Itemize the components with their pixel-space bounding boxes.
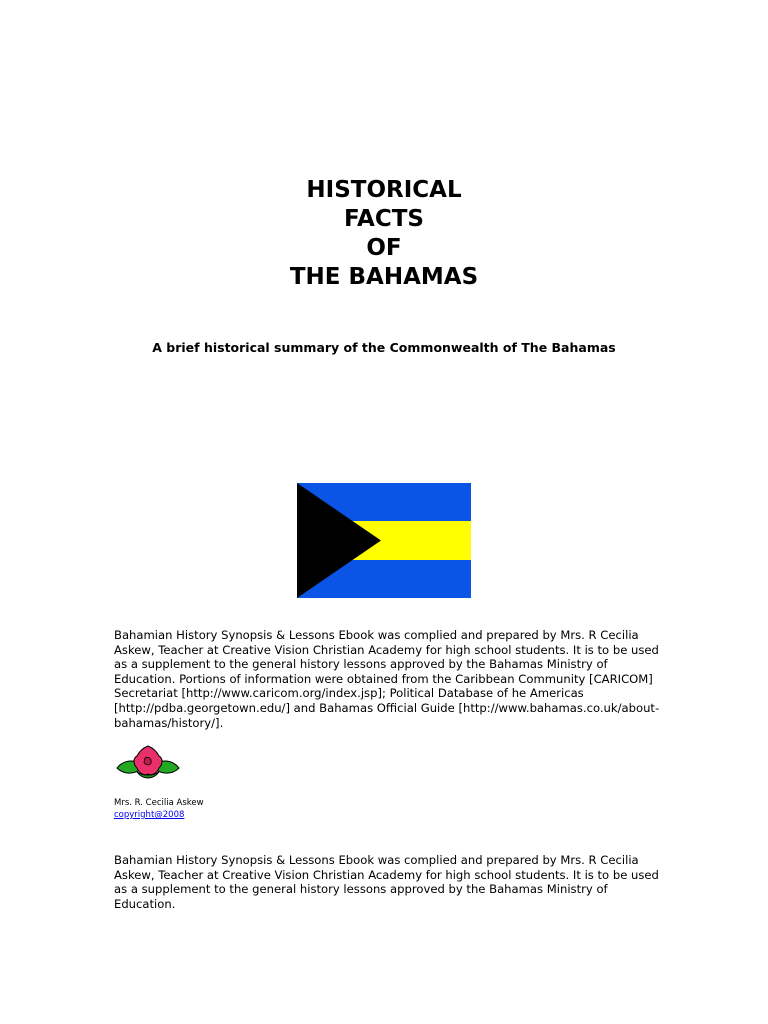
title-line: FACTS: [343, 206, 424, 232]
closing-paragraph: Bahamian History Synopsis & Lessons Ebook was complied and prepared by Mrs. R Cecilia Askew, Teacher at Creative Vision Christian Academy for high school students. It is to be used as a supplement to the general history lessons approved by the Bahamas Ministry of Education.: [114, 853, 659, 911]
title-line: THE BAHAMAS: [289, 264, 479, 290]
document-subtitle: A brief historical summary of the Commonwealth of The Bahamas: [152, 340, 616, 355]
bahamas-flag-icon: [297, 483, 471, 598]
flower-center: [144, 757, 151, 764]
author-name: Mrs. R. Cecilia Askew: [114, 798, 204, 808]
intro-paragraph: Bahamian History Synopsis & Lessons Ebook was complied and prepared by Mrs. R Cecilia Askew, Teacher at Creative Vision Christian Academy for high school students. It is to be used as a supplement to the general history lessons approved by the Bahamas Ministry of Education. Portions of information were obtained from the Caribbean Community [CARICOM] Secretariat [http://www.caricom.org/index.jsp]; Political Database of he Americas [http://pdba.georgetown.edu/] and Bahamas Official Guide [http://www.bahamas.co.uk/about-bahamas/history/].: [114, 628, 660, 730]
hibiscus-flower-icon: [115, 744, 181, 782]
title-line: HISTORICAL: [306, 177, 462, 203]
title-line: OF: [366, 235, 402, 261]
document-title: [0, 176, 768, 292]
copyright-link[interactable]: copyright@2008: [114, 810, 185, 820]
